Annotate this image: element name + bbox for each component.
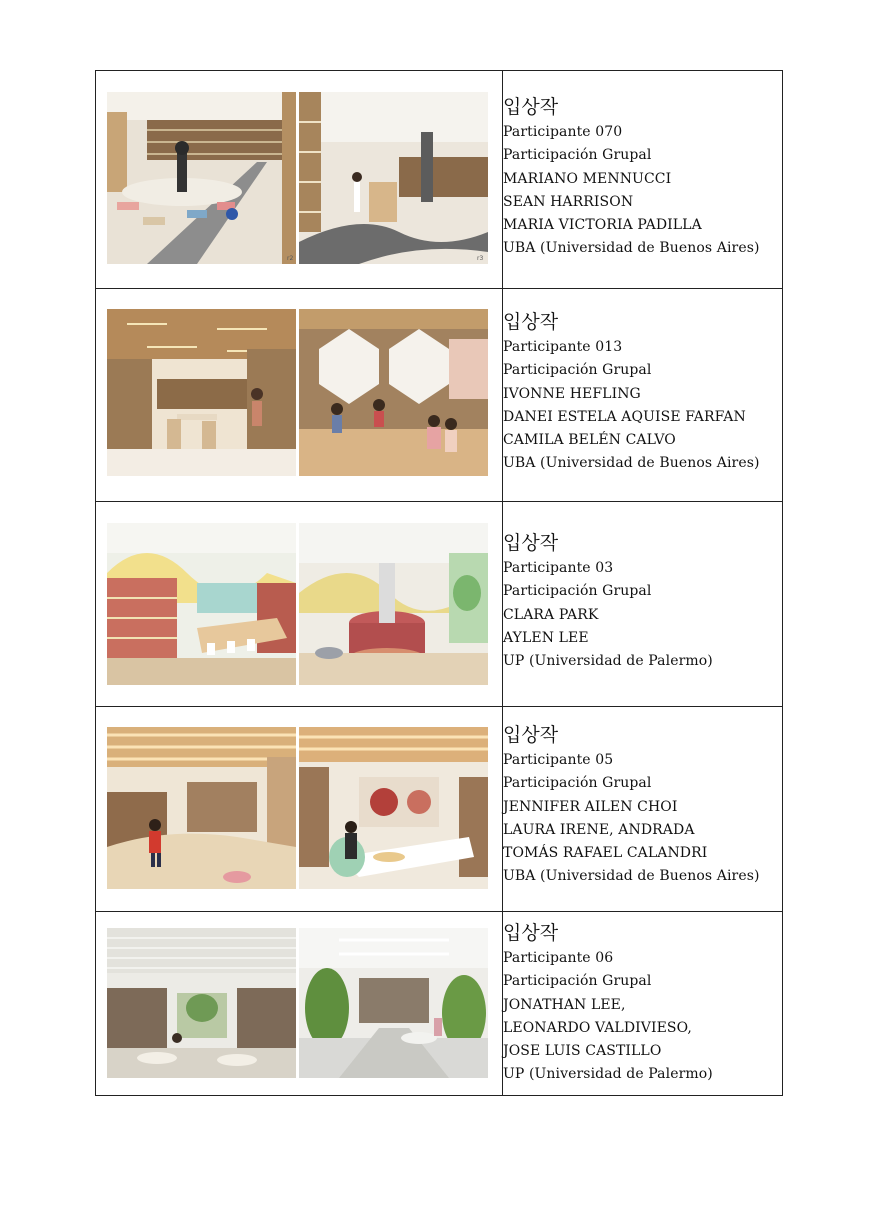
member-name: MARIA VICTORIA PADILLA	[503, 217, 702, 234]
render-pair	[107, 92, 502, 264]
member-name: TOMÁS RAFAEL CALANDRI	[503, 845, 708, 862]
library-render-image	[107, 928, 296, 1078]
award-title: 입상작	[503, 96, 559, 118]
entry-row	[96, 502, 783, 707]
university-name: UBA (Universidad de Buenos Aires)	[503, 240, 760, 257]
library-render-image	[299, 92, 488, 264]
library-render-image	[107, 523, 296, 685]
award-title: 입상작	[503, 532, 559, 554]
library-render-image	[107, 92, 296, 264]
library-render-image	[299, 928, 488, 1078]
entry-text-cell	[503, 707, 783, 912]
member-name: JONATHAN LEE,	[503, 996, 626, 1013]
university-name: UP (Universidad de Palermo)	[503, 1066, 713, 1083]
participant-number: Participante 013	[503, 339, 623, 355]
member-name: DANEI ESTELA AQUISE FARFAN	[503, 408, 746, 425]
image-label: r3	[477, 255, 484, 262]
entry-images-cell	[96, 912, 503, 1096]
render-pair	[107, 928, 502, 1078]
library-render-image	[299, 309, 488, 476]
entry-images-cell	[96, 502, 503, 707]
awards-table	[95, 70, 783, 1096]
library-render-image	[299, 727, 488, 889]
entry-text-cell	[503, 71, 783, 289]
library-render-image	[299, 523, 488, 685]
participation-mode: Participación Grupal	[503, 775, 652, 792]
participant-number: Participante 06	[503, 950, 614, 966]
member-name: IVONNE HEFLING	[503, 385, 641, 402]
award-title: 입상작	[503, 724, 559, 746]
award-title: 입상작	[503, 311, 559, 333]
library-render-image	[107, 309, 296, 476]
participant-number: Participante 070	[503, 124, 623, 140]
participation-mode: Participación Grupal	[503, 147, 652, 164]
entry-images-cell	[96, 707, 503, 912]
award-title: 입상작	[503, 922, 559, 944]
entry-images-cell	[96, 71, 503, 289]
university-name: UBA (Universidad de Buenos Aires)	[503, 455, 760, 472]
participation-mode: Participación Grupal	[503, 583, 652, 600]
entry-row	[96, 912, 783, 1096]
university-name: UP (Universidad de Palermo)	[503, 653, 713, 670]
member-name: MARIANO MENNUCCI	[503, 170, 672, 187]
member-name: SEAN HARRISON	[503, 193, 634, 210]
member-name: JENNIFER AILEN CHOI	[503, 798, 678, 815]
entry-row	[96, 289, 783, 502]
member-name: LEONARDO VALDIVIESO,	[503, 1019, 692, 1036]
member-name: LAURA IRENE, ANDRADA	[503, 821, 695, 838]
member-name: CAMILA BELÉN CALVO	[503, 432, 676, 449]
member-name: AYLEN LEE	[503, 629, 589, 646]
entry-text-cell	[503, 289, 783, 502]
member-name: JOSE LUIS CASTILLO	[503, 1043, 662, 1060]
render-pair	[107, 309, 502, 476]
entry-text-cell	[503, 502, 783, 707]
library-render-image	[107, 727, 296, 889]
participation-mode: Participación Grupal	[503, 362, 652, 379]
entry-images-cell	[96, 289, 503, 502]
university-name: UBA (Universidad de Buenos Aires)	[503, 868, 760, 885]
member-name: CLARA PARK	[503, 606, 599, 623]
entry-row	[96, 707, 783, 912]
participant-number: Participante 03	[503, 560, 614, 576]
render-pair	[107, 727, 502, 889]
participant-number: Participante 05	[503, 752, 614, 768]
render-pair	[107, 523, 502, 685]
image-label: r2	[287, 255, 294, 262]
participation-mode: Participación Grupal	[503, 973, 652, 990]
entry-row	[96, 71, 783, 289]
entry-text-cell	[503, 912, 783, 1096]
